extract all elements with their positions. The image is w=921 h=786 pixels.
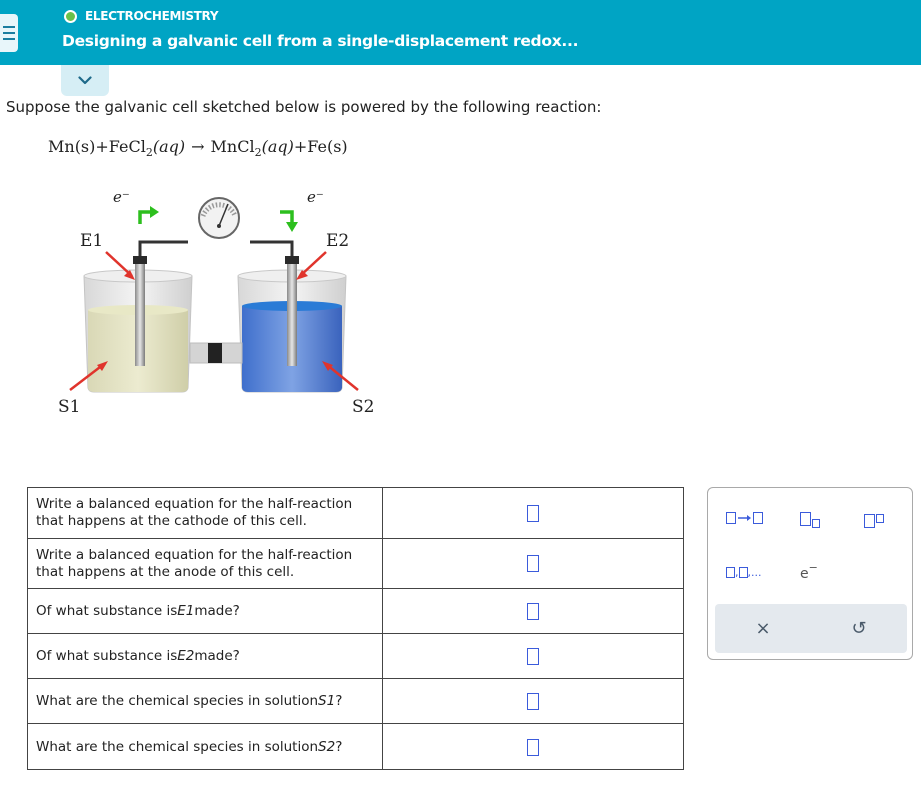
plus-sign: + (95, 137, 109, 156)
product-2: Fe(s) (307, 137, 348, 156)
label-s2: S2 (352, 397, 375, 417)
header-bar (0, 0, 921, 65)
math-toolbox (707, 487, 913, 660)
table-row (28, 634, 683, 679)
answer-cell (383, 679, 683, 723)
table-row (28, 724, 683, 770)
menu-button[interactable] (0, 14, 18, 52)
question-table (27, 487, 684, 770)
answer-input-cathode[interactable] (527, 505, 539, 522)
table-row (28, 679, 683, 724)
question-cathode-half-reaction: Write a balanced equation for the half-reaction that happens at the cathode of this cell. (28, 488, 383, 538)
answer-cell (383, 634, 683, 678)
answer-input-e1[interactable] (527, 603, 539, 620)
product-1: MnCl$_2$(aq) (210, 137, 294, 160)
answer-cell (383, 488, 683, 538)
wire-left (140, 242, 188, 258)
page-title: Designing a galvanic cell from a single-displacement redox... (62, 32, 579, 50)
question-e1-substance: Of what substance is E1 made? (28, 589, 383, 633)
table-row (28, 589, 683, 634)
undo-button[interactable] (811, 604, 907, 653)
reactant-1: Mn(s) (48, 137, 96, 156)
reactant-2: FeCl$_2$(aq) (108, 137, 186, 160)
wire-right (250, 242, 292, 258)
galvanic-cell-diagram (40, 180, 400, 430)
reaction-equation (48, 137, 348, 159)
label-e2: E2 (326, 231, 350, 251)
answer-cell (383, 724, 683, 770)
question-e2-substance: Of what substance is E2 made? (28, 634, 383, 678)
subscript-tool[interactable] (800, 510, 820, 528)
answer-input-e2[interactable] (527, 648, 539, 665)
answer-cell (383, 589, 683, 633)
answer-input-s2[interactable] (527, 739, 539, 756)
table-row (28, 539, 683, 589)
electron-flow-right-arrow (280, 212, 298, 232)
reaction-arrow: → (191, 137, 205, 156)
topic-label: ELECTROCHEMISTRY (85, 9, 219, 23)
superscript-tool[interactable] (864, 508, 884, 528)
answer-input-anode[interactable] (527, 555, 539, 572)
electron-flow-left-arrow (140, 206, 159, 224)
salt-bridge (190, 343, 242, 363)
label-e1: E1 (80, 231, 104, 251)
electron-label-right: e⁻ (307, 188, 324, 206)
arrow-right-icon (738, 514, 751, 522)
table-row (28, 488, 683, 539)
expand-button[interactable] (61, 65, 109, 96)
chevron-down-icon (78, 76, 92, 85)
toolbox-actions (715, 604, 907, 653)
question-s2-species: What are the chemical species in solution S2 ? (28, 724, 383, 770)
topic-status-icon (64, 10, 77, 23)
intro-text: Suppose the galvanic cell sketched below is powered by the following reaction: (6, 98, 602, 116)
close-icon: × (755, 618, 771, 639)
electrode-e2 (285, 256, 299, 366)
answer-input-s1[interactable] (527, 693, 539, 710)
electron-label-left: e⁻ (113, 188, 130, 206)
question-s1-species: What are the chemical species in solution S1 ? (28, 679, 383, 723)
question-anode-half-reaction: Write a balanced equation for the half-reaction that happens at the anode of this cell. (28, 539, 383, 588)
electron-tool[interactable]: e − (800, 560, 818, 582)
clear-button[interactable] (715, 604, 811, 653)
voltmeter-icon (199, 198, 239, 238)
topic-row (64, 9, 218, 23)
electrode-e1 (133, 256, 147, 366)
reaction-arrow-tool[interactable] (726, 512, 763, 524)
plus-sign-2: + (293, 137, 308, 156)
list-tool[interactable]: , ,... (726, 566, 762, 579)
answer-cell (383, 539, 683, 588)
label-s1: S1 (58, 397, 81, 417)
undo-icon: ↺ (851, 618, 867, 639)
